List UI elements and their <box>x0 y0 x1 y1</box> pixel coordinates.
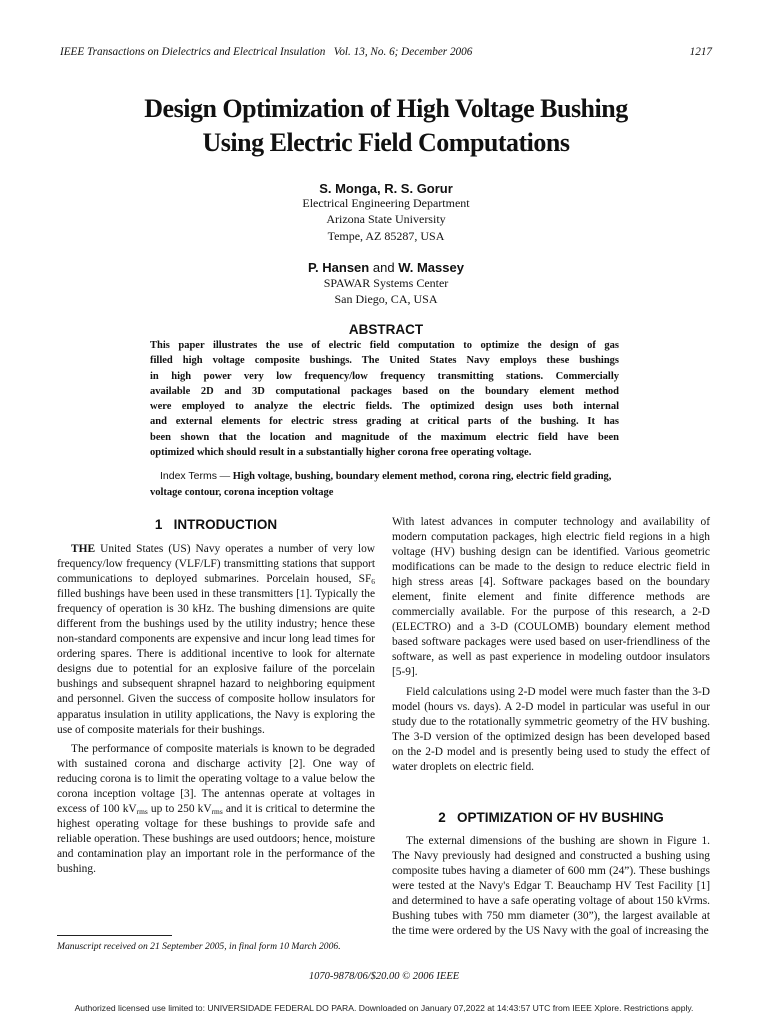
affiliation-line: San Diego, CA, USA <box>334 292 438 307</box>
author-name: W. Massey <box>398 260 464 275</box>
authors-group-2 <box>60 260 712 275</box>
abstract-line: were employed to analyze the electric fields. The optimized design uses both internal <box>150 401 619 413</box>
abstract-heading: ABSTRACT <box>348 322 424 337</box>
title-line-1: Design Optimization of High Voltage Bushing <box>144 94 628 123</box>
footnote-divider <box>57 935 172 936</box>
paragraph-text: United States (US) Navy operates a number of very low frequency/low frequency (VLF/LF) transmitting stations that support communications to deployed submarines. Porcelain housed, SF <box>57 543 375 586</box>
abstract-line: available 2D and 3D computational packages based on the boundary element method <box>150 385 619 397</box>
paragraph: Field calculations using 2-D model were much faster than the 3-D model (hours vs. days). A 2-D model in particular was useful in our study due to the rotationally symmetric geometry of the HV bushing. The 3-D version of the optimized design has been developed based on the 2-D model and is presently being used to study the effect of water droplets on electric field. <box>392 685 710 773</box>
abstract-line: been shown that the location and magnitude of the maximum electric field have been <box>150 431 619 443</box>
paragraph-text: filled bushings have been used in these transmitters [1]. Typically the frequency of operation is 30 kHz. The bushing dimensions are quite different from the bushings used by the utility industry; hence these non-standard components are expensive and incur long lead times for ordering spares. There is additional incentive to look for alternate designs due to potential for an explosive failure of the porcelain bushings and subsequent shrapnel hazard to neighboring equipment and personnel. Given the success of composite hollow insulators for apparatus insulation in utility applications, the Navy is exploring the use of composite materials for their bushings. <box>57 588 375 736</box>
affiliation-1 <box>60 195 712 244</box>
right-column <box>392 515 710 775</box>
paragraph-text: up to 250 kV <box>147 802 212 815</box>
paper-title <box>60 92 712 160</box>
abstract-line: optimized which should result in a substantially higher corona free operating voltage. <box>150 447 532 459</box>
index-terms-text: High voltage, bushing, boundary element method, corona ring, electric field grading, voltage contour, corona inception voltage <box>150 471 612 498</box>
subscript: rms <box>211 806 223 816</box>
paragraph <box>57 742 375 877</box>
subscript: rms <box>136 806 148 816</box>
affiliation-line: Tempe, AZ 85287, USA <box>327 228 445 243</box>
authors-group-1: S. Monga, R. S. Gorur <box>319 181 453 196</box>
footnote: Manuscript received on 21 September 2005, in final form 10 March 2006. <box>57 941 341 952</box>
paragraph-text: The performance of composite materials is known to be degraded with sustained corona and discharge activity [2]. One way of reducing corona is to limit the operating voltage to a value below the corona inception voltage [3]. The antennas operate at voltages in excess of 100 kV <box>57 742 375 815</box>
copyright-line: 1070-9878/06/$20.00 © 2006 IEEE <box>308 971 460 982</box>
abstract-line: filled high voltage composite bushings. The United States Navy employs these bushings <box>150 355 619 367</box>
abstract-line: and external elements for electric stress grading at critical parts of the bushing. It has <box>150 416 619 428</box>
lead-word: THE <box>71 543 96 555</box>
affiliation-line: Arizona State University <box>326 212 446 227</box>
left-column <box>57 542 375 877</box>
author-name: P. Hansen <box>308 260 370 275</box>
license-notice: Authorized licensed use limited to: UNIVERSIDADE FEDERAL DO PARA. Downloaded on January 07,2022 at 14:43:57 UTC from IEEE Xplore. Restrictions apply. <box>74 1003 694 1013</box>
affiliation-line: SPAWAR Systems Center <box>323 276 449 290</box>
index-terms-dash: — <box>217 471 233 482</box>
page-number: 1217 <box>689 46 712 58</box>
abstract-line: This paper illustrates the use of electric field computation to optimize the design of gas <box>150 340 619 351</box>
title-line-2: Using Electric Field Computations <box>202 128 570 157</box>
paragraph-text: and it is critical to determine the highest operating voltage for these bushings to provide safe and reliable operation. These bushings are used outdoors; hence, moisture and contamination play an important role in the performance of the bushing. <box>57 802 375 875</box>
journal-citation: IEEE Transactions on Dielectrics and Electrical Insulation Vol. 13, No. 6; December 2006 <box>60 46 473 58</box>
index-terms <box>150 468 619 501</box>
paragraph <box>57 542 375 738</box>
affiliation-2 <box>60 275 712 308</box>
section2-body <box>392 834 710 939</box>
paragraph: The external dimensions of the bushing are shown in Figure 1. The Navy previously had designed and constructed a bushing using composite tubes having a diameter of 600 mm (24”). These bushings were tested at the Navy's Edgar T. Beauchamp HV Test Facility [1] and determined to have a safe operating voltage of about 150 kVrms. Bushing tubes with 750 mm diameter (30”), the largest available at the time were ordered by the US Navy with the goal of increasing the <box>392 835 710 938</box>
subscript: 6 <box>371 577 375 587</box>
section-heading-introduction: 1 INTRODUCTION <box>154 517 278 532</box>
section-heading-optimization: 2 OPTIMIZATION OF HV BUSHING <box>438 810 664 825</box>
index-terms-label: Index Terms <box>160 470 217 482</box>
abstract-line: in high power very low frequency/low frequency transmitting stations. Commercially <box>150 370 619 382</box>
running-header <box>60 46 712 58</box>
abstract-body <box>150 338 619 460</box>
paragraph: With latest advances in computer technology and availability of modern computation packages, high electric field regions in a high voltage (HV) bushing design can be identified. Various geometric modifications can be made to the design to reduce electric field in high stress areas [4]. Software packages based on the boundary element, finite element and finite difference methods are commercially available. For the purpose of this research, a 2-D (ELECTRO) and a 3-D (COULOMB) boundary element method based software packages were used based on user-friendliness of the software, as well as past experience in modeling outdoor insulators [5-9]. <box>392 516 710 679</box>
author-conjunction: and <box>372 260 395 275</box>
affiliation-line: Electrical Engineering Department <box>302 196 470 210</box>
